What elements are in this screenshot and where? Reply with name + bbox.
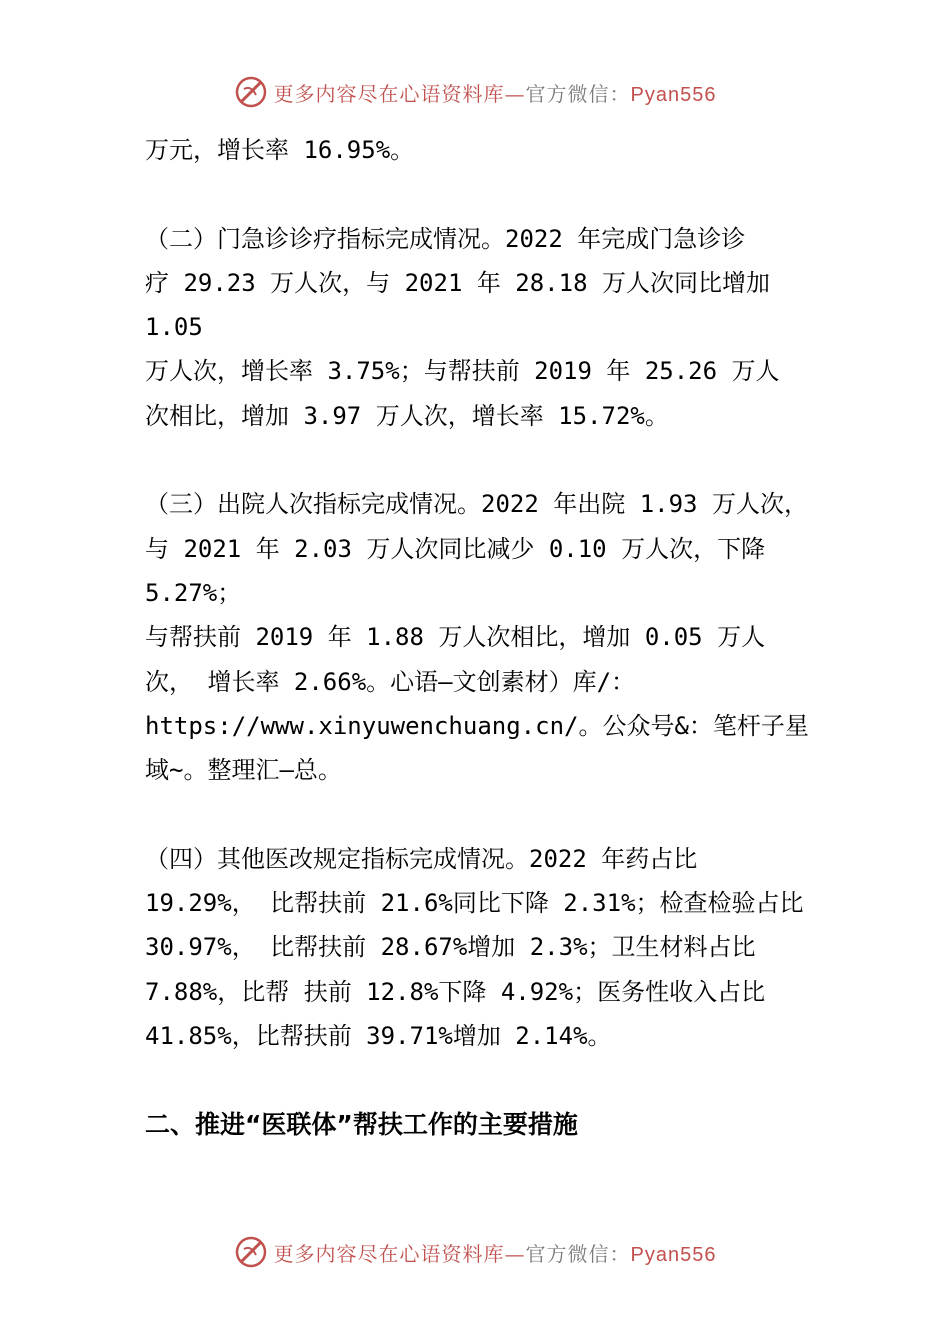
body-line: 5.27%； xyxy=(145,578,242,607)
body-line: 与帮扶前 2019 年 1.88 万人次相比，增加 0.05 万人 xyxy=(145,623,766,652)
body-line: （四）其他医改规定指标完成情况。2022 年药占比 xyxy=(145,844,698,873)
section-heading: 二、推进“医联体”帮扶工作的主要措施 xyxy=(145,1109,578,1139)
paragraph-gap xyxy=(145,792,845,836)
watermark-text: 更多内容尽在心语资料库—官方微信：Pyan556 xyxy=(273,1241,717,1266)
body-line: 7.88%，比帮 扶前 12.8%下降 4.92%；医务性收入占比 xyxy=(145,977,766,1006)
body-line: https://www.xinyuwenchuang.cn/。公众号&：笔杆子星 xyxy=(145,711,809,740)
body-line: （三）出院人次指标完成情况。2022 年出院 1.93 万人次， xyxy=(145,490,808,519)
brush-logo-icon xyxy=(234,75,268,109)
body-line: 30.97%， 比帮扶前 28.67%增加 2.3%；卫生材料占比 xyxy=(145,933,756,962)
header-watermark-banner xyxy=(0,72,950,112)
body-line: 1.05 xyxy=(145,313,203,342)
footer-watermark-banner xyxy=(0,1232,950,1272)
brush-logo-icon xyxy=(234,1235,268,1269)
document-body xyxy=(145,128,845,1147)
body-line: 41.85%，比帮扶前 39.71%增加 2.14%。 xyxy=(145,1021,612,1050)
paragraph-gap xyxy=(145,1058,845,1102)
body-line: 与 2021 年 2.03 万人次同比减少 0.10 万人次，下降 xyxy=(145,534,766,563)
body-line: 万元，增长率 16.95%。 xyxy=(145,136,415,164)
body-line: 19.29%， 比帮扶前 21.6%同比下降 2.31%；检查检验占比 xyxy=(145,889,804,918)
body-line: （二）门急诊诊疗指标完成情况。2022 年完成门急诊诊 xyxy=(145,224,746,253)
paragraph-gap xyxy=(145,438,845,482)
paragraph-gap xyxy=(145,172,845,216)
body-line: 疗 29.23 万人次，与 2021 年 28.18 万人次同比增加 xyxy=(145,268,770,297)
body-line: 域~。整理汇—总。 xyxy=(145,756,342,785)
body-line: 次， 增长率 2.66%。心语—文创素材）库/： xyxy=(145,667,636,696)
watermark-text: 更多内容尽在心语资料库—官方微信：Pyan556 xyxy=(273,81,717,106)
body-line: 次相比，增加 3.97 万人次，增长率 15.72%。 xyxy=(145,401,669,430)
body-line: 万人次，增长率 3.75%；与帮扶前 2019 年 25.26 万人 xyxy=(145,357,780,386)
